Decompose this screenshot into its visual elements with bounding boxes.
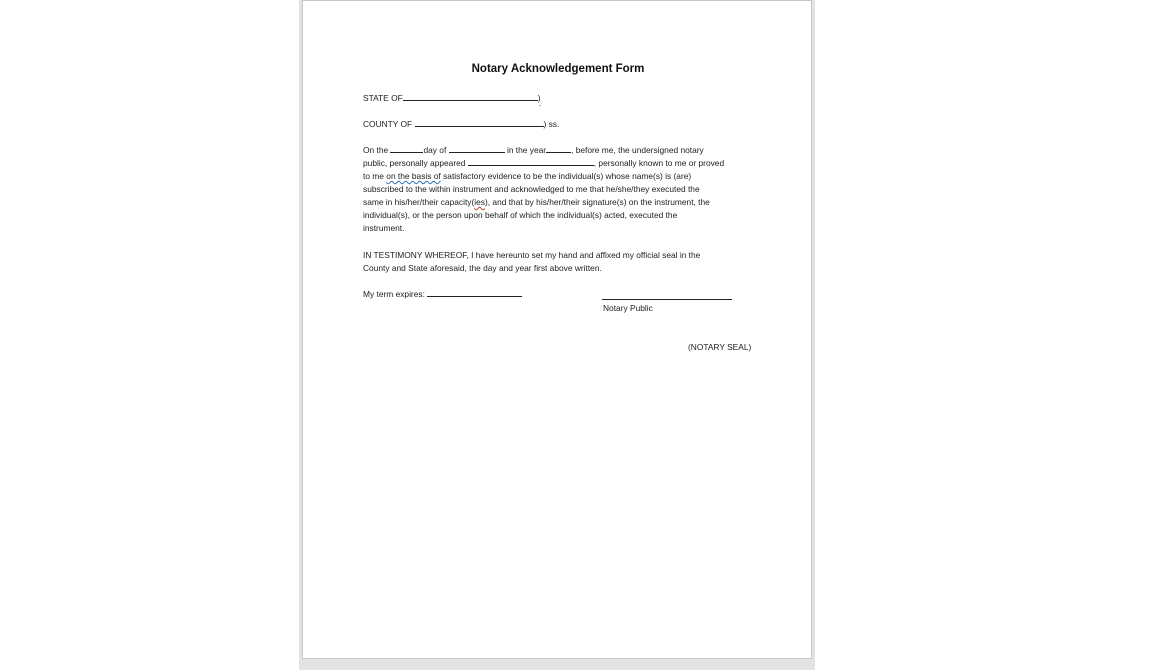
- para1-text: On the: [363, 145, 391, 155]
- notary-signature-line[interactable]: [602, 299, 732, 300]
- state-blank[interactable]: [403, 92, 538, 101]
- term-label: My term expires:: [363, 289, 425, 299]
- page-title: Notary Acknowledgement Form: [471, 63, 645, 75]
- grammar-flag: on the basis of: [386, 171, 441, 181]
- state-paren: ): [537, 93, 541, 103]
- para1-line4: subscribed to the within instrument and acknowledged to me that he/she/they executed the: [363, 184, 700, 194]
- para1-line1: [363, 144, 704, 157]
- state-label: STATE OF: [363, 93, 403, 103]
- county-label: COUNTY OF: [363, 119, 413, 129]
- para1-line6: individual(s), or the person upon behalf of which the individual(s) acted, executed the: [363, 210, 678, 220]
- county-line: [363, 118, 559, 131]
- para1-text: to me: [363, 171, 387, 181]
- para1-line7: instrument.: [363, 223, 405, 233]
- para1-text: , personally known to me or proved: [593, 158, 725, 168]
- notary-seal-label: (NOTARY SEAL): [688, 342, 752, 352]
- para1-text: , before me, the undersigned notary: [571, 145, 704, 155]
- para1-text: day of: [423, 145, 449, 155]
- county-suffix: ) ss.: [543, 119, 560, 129]
- day-blank[interactable]: [390, 144, 423, 153]
- county-blank[interactable]: [415, 118, 544, 127]
- document-page[interactable]: [302, 0, 812, 659]
- state-line: [363, 92, 541, 105]
- para1-line2: [363, 157, 724, 170]
- appeared-name-blank[interactable]: [468, 157, 594, 166]
- year-blank[interactable]: [546, 144, 571, 153]
- para2-line2: County and State aforesaid, the day and year first above written.: [363, 263, 602, 273]
- para2-line1: IN TESTIMONY WHEREOF, I have hereunto set my hand and affixed my official seal in the: [363, 250, 701, 260]
- para1-text: satisfactory evidence to be the individual(s) whose name(s) is (are): [440, 171, 692, 181]
- para1-text: same in his/her/their capacity(: [363, 197, 475, 207]
- para1-line5: [363, 196, 710, 209]
- month-blank[interactable]: [449, 144, 505, 153]
- notary-public-label: Notary Public: [603, 303, 653, 313]
- term-blank[interactable]: [427, 288, 522, 297]
- term-line: [363, 288, 522, 301]
- para1-text: in the year: [504, 145, 547, 155]
- para1-line3: [363, 170, 691, 183]
- spelling-flag: ies: [474, 197, 485, 207]
- para1-text: ), and that by his/her/their signature(s) on the instrument, the: [484, 197, 710, 207]
- para1-text: public, personally appeared: [363, 158, 468, 168]
